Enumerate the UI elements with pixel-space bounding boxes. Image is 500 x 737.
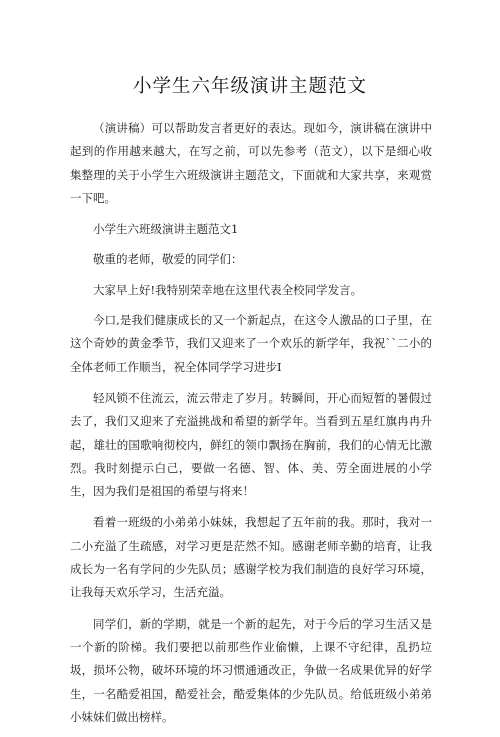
paragraph-section-heading: 小学生六班级演讲主题范文1 [93,222,239,237]
paragraph-intro: （演讲稿）可以帮助发言者更好的表达。现如今，演讲稿在演讲中起到的作用越来越大，在写之前，可以先参考（范文），以下是细心收集整理的关于小学生六班级演讲主题范文，下面就和大家共享，来观赏一下吧。 [70,121,432,205]
paragraph-greeting: 大家早上好!我特别荣幸地在这里代表全校同学发言。 [93,282,363,297]
document-body [70,117,432,737]
paragraph-new-semester: 今口,是我们健康成长的又一个新起点，在这令人激品的口子里，在这个奇妙的黄金季节，我们又迎来了一个欢乐的新学年，我祝``二小的全体老师工作顺当，祝全体同学学习进步I [70,313,432,374]
document-title: 小学生六年级演讲主题范文 [132,76,367,97]
paragraph-five-years-ago: 看着一班级的小弟弟小妹妹，我想起了五年前的我。那时，我对一二小充溢了生疏感，对学习更是茫然不知。感谢老师辛勤的培育，让我成长为一名有学问的少先队员；感谢学校为我们制造的良好学习环境，让我每天欢乐学习，生活充溢。 [70,515,432,600]
paragraph-salutation: 敬重的老师，敬爱的同学们： [93,252,243,267]
paragraph-new-beginning: 同学们，新的学期，就是一个新的起先，对于今后的学习生活又是一个新的阶梯。我们要把以前那些作业偷懒，上课不守纪律，乱扔垃圾，损坏公物，破坏环境的坏习惯通通改正，争做一名成果优异的好学生，一名酷爱祖国，酷爱社会，酷爱集体的少先队员。给低班级小弟弟小妹妹们做出榜样。 [70,616,432,724]
paragraph-summer-passed: 轻风锁不住流云，流云带走了岁月。转瞬间，开心而短暂的暑假过去了，我们又迎来了充溢挑战和希望的新学年。当看到五星红旗冉冉升起，雄壮的国歌响彻校内，鲜红的领巾飘扬在胸前，我们的心情无比激烈。我时刻提示白己，要做一名德、智、体、美、劳全面进展的小学生，因为我们是祖国的希望与将来！ [70,390,432,499]
